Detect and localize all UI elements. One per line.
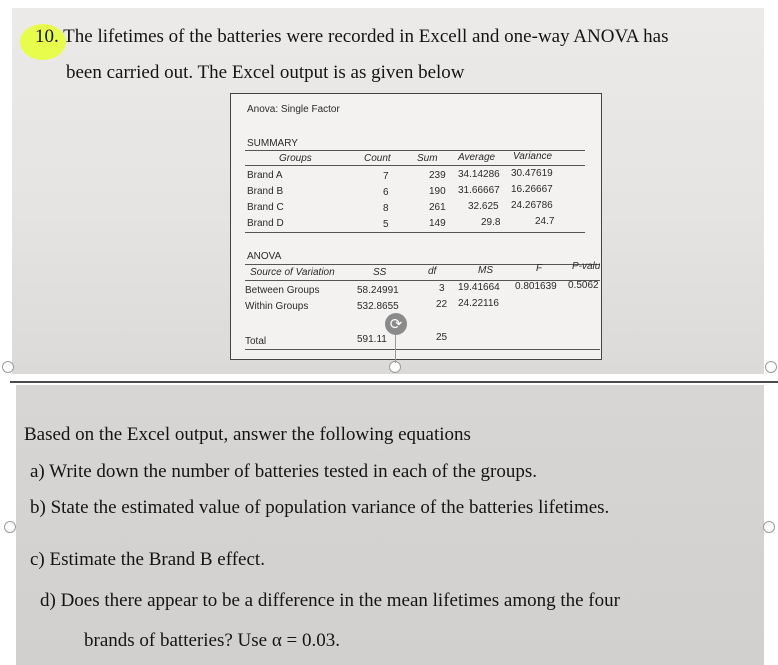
summary-count-a: 7 xyxy=(383,171,389,182)
question-a: a) Write down the number of batteries tested in each of the groups. xyxy=(30,461,537,482)
rotate-stem xyxy=(395,335,396,363)
anova-header-f: F xyxy=(536,263,543,274)
anova-title: Anova: Single Factor xyxy=(247,104,340,115)
question-line-2: been carried out. The Excel output is as given below xyxy=(66,62,465,83)
anova-header-ss: SS xyxy=(373,267,387,278)
summary-count-d: 5 xyxy=(383,219,389,230)
summary-count-c: 8 xyxy=(383,203,389,214)
summary-variance-c: 24.26786 xyxy=(511,200,553,211)
anova-df-within: 22 xyxy=(436,299,448,310)
summary-group-c: Brand C xyxy=(247,202,284,213)
summary-average-c: 32.625 xyxy=(468,201,499,212)
summary-average-b: 31.66667 xyxy=(458,185,500,196)
summary-variance-d: 24.7 xyxy=(535,216,555,227)
anova-ss-within: 532.8655 xyxy=(357,301,399,312)
summary-count-b: 6 xyxy=(383,187,389,198)
summary-header-variance: Variance xyxy=(513,151,553,162)
excel-output-table xyxy=(230,93,602,360)
summary-sum-b: 190 xyxy=(429,186,446,197)
crop-handle-right-middle[interactable] xyxy=(763,521,775,533)
anova-ss-total: 591.11 xyxy=(357,334,387,345)
question-c: c) Estimate the Brand B effect. xyxy=(30,549,265,570)
summary-header-average: Average xyxy=(458,152,496,163)
question-d-line-1: d) Does there appear to be a difference in the mean lifetimes among the four xyxy=(40,590,620,611)
anova-ms-between: 19.41664 xyxy=(458,282,500,293)
summary-group-b: Brand B xyxy=(247,186,284,197)
anova-source-within: Within Groups xyxy=(245,301,309,312)
anova-df-between: 3 xyxy=(439,283,445,294)
anova-ms-within: 24.22116 xyxy=(458,298,499,309)
anova-header-source: Source of Variation xyxy=(250,267,335,278)
anova-p-between: 0.5062 xyxy=(568,280,599,291)
question-line-1: 10. The lifetimes of the batteries were recorded in Excell and one-way ANOVA has xyxy=(35,26,669,47)
crop-handle-left-middle[interactable] xyxy=(4,521,16,533)
anova-bottom-rule xyxy=(245,349,600,350)
summary-label: SUMMARY xyxy=(247,138,298,149)
anova-source-between: Between Groups xyxy=(245,285,320,296)
summary-header-sum: Sum xyxy=(417,153,438,164)
rotate-icon[interactable]: ⟳ xyxy=(385,313,407,335)
summary-average-d: 29.8 xyxy=(481,217,501,228)
summary-header-rule xyxy=(245,165,585,166)
summary-variance-b: 16.26667 xyxy=(511,184,553,195)
divider-line xyxy=(10,381,778,383)
summary-bottom-rule xyxy=(245,232,585,233)
question-d-line-2: brands of batteries? Use α = 0.03. xyxy=(84,630,340,651)
summary-group-a: Brand A xyxy=(247,170,283,181)
question-b: b) State the estimated value of population variance of the batteries lifetimes. xyxy=(30,497,610,518)
anova-top-rule xyxy=(245,264,600,265)
summary-header-count: Count xyxy=(364,153,391,164)
summary-sum-d: 149 xyxy=(429,218,446,229)
anova-df-total: 25 xyxy=(436,332,448,343)
anova-f-between: 0.801639 xyxy=(515,281,557,292)
anova-label: ANOVA xyxy=(247,251,282,262)
summary-average-a: 34.14286 xyxy=(458,169,500,180)
summary-group-d: Brand D xyxy=(247,218,284,229)
anova-header-ms: MS xyxy=(478,265,493,276)
anova-ss-between: 58.24991 xyxy=(357,285,399,296)
summary-sum-a: 239 xyxy=(429,170,446,181)
anova-header-p: P-valu xyxy=(572,261,601,272)
summary-sum-c: 261 xyxy=(429,202,446,213)
answers-intro: Based on the Excel output, answer the following equations xyxy=(24,424,471,445)
anova-source-total: Total xyxy=(245,336,267,347)
anova-header-df: df xyxy=(428,266,437,277)
summary-header-groups: Groups xyxy=(279,153,312,164)
summary-variance-a: 30.47619 xyxy=(511,168,553,179)
crop-handle-right-top[interactable] xyxy=(765,361,777,373)
crop-handle-left-top[interactable] xyxy=(2,361,14,373)
